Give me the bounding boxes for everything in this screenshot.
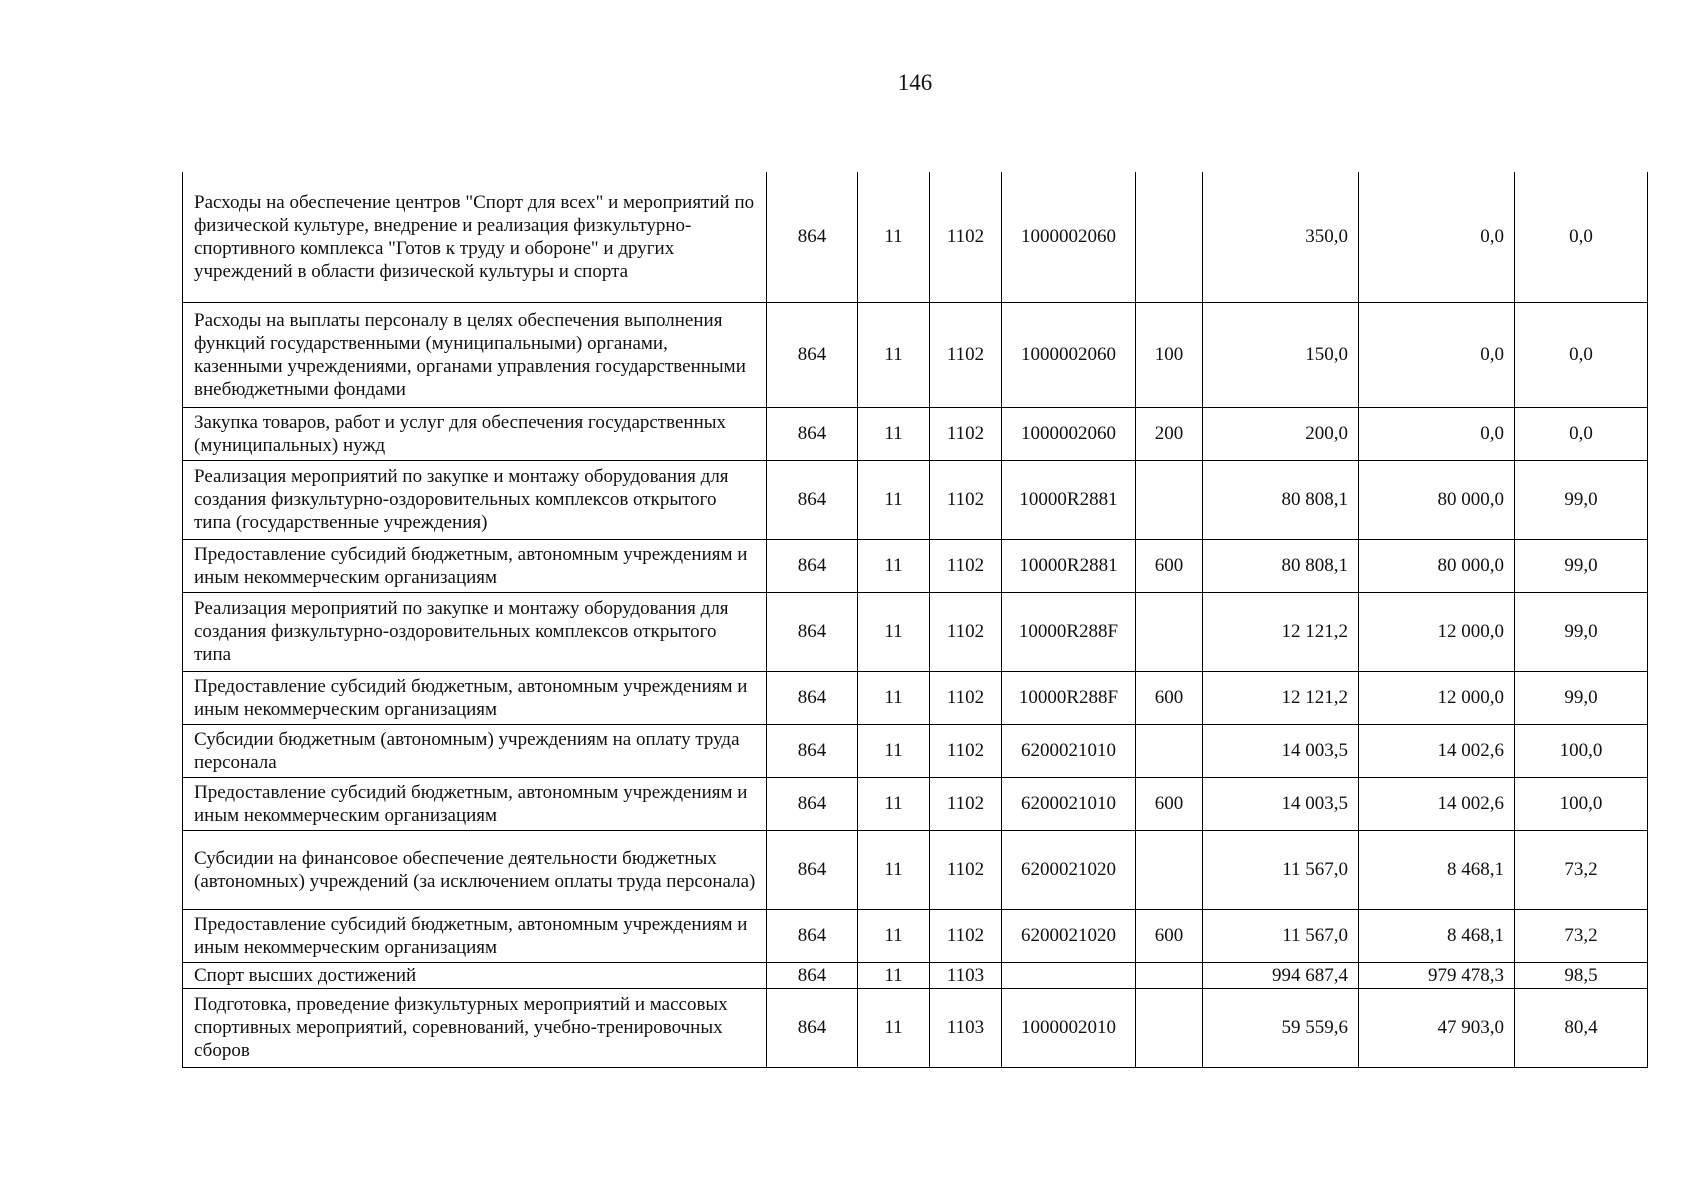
cell-target-article: 6200021010 bbox=[1002, 724, 1136, 777]
cell-expense-type bbox=[1136, 988, 1203, 1067]
cell-target-article: 6200021020 bbox=[1002, 830, 1136, 909]
cell-plan: 350,0 bbox=[1203, 172, 1359, 302]
cell-section: 11 bbox=[858, 539, 930, 592]
budget-table-container bbox=[182, 172, 1648, 1068]
row-description: Субсидии на финансовое обеспечение деятельности бюджетных (автономных) учреждений (за исключением оплаты труда персонала) bbox=[183, 830, 767, 909]
cell-subsection: 1102 bbox=[930, 302, 1002, 407]
cell-section: 11 bbox=[858, 962, 930, 988]
cell-expense-type bbox=[1136, 830, 1203, 909]
row-description: Предоставление субсидий бюджетным, автономным учреждениям и иным некоммерческим организациям bbox=[183, 909, 767, 962]
cell-grbs: 864 bbox=[767, 962, 858, 988]
cell-percent: 80,4 bbox=[1515, 988, 1648, 1067]
cell-expense-type bbox=[1136, 460, 1203, 539]
row-description: Спорт высших достижений bbox=[183, 962, 767, 988]
cell-expense-type: 600 bbox=[1136, 539, 1203, 592]
cell-percent: 99,0 bbox=[1515, 671, 1648, 724]
cell-expense-type: 600 bbox=[1136, 777, 1203, 830]
table-body bbox=[183, 172, 1648, 1067]
table-row bbox=[183, 830, 1648, 909]
table-row bbox=[183, 592, 1648, 671]
cell-percent: 100,0 bbox=[1515, 777, 1648, 830]
table-row bbox=[183, 724, 1648, 777]
cell-fact: 80 000,0 bbox=[1359, 460, 1515, 539]
cell-target-article: 1000002060 bbox=[1002, 172, 1136, 302]
table-row bbox=[183, 172, 1648, 302]
cell-section: 11 bbox=[858, 988, 930, 1067]
cell-section: 11 bbox=[858, 830, 930, 909]
cell-fact: 8 468,1 bbox=[1359, 909, 1515, 962]
row-description: Реализация мероприятий по закупке и монтажу оборудования для создания физкультурно-оздоровительных комплексов открытого типа (государственные учреждения) bbox=[183, 460, 767, 539]
cell-grbs: 864 bbox=[767, 460, 858, 539]
cell-subsection: 1102 bbox=[930, 539, 1002, 592]
cell-target-article: 6200021020 bbox=[1002, 909, 1136, 962]
cell-section: 11 bbox=[858, 460, 930, 539]
cell-grbs: 864 bbox=[767, 172, 858, 302]
cell-section: 11 bbox=[858, 592, 930, 671]
cell-grbs: 864 bbox=[767, 671, 858, 724]
cell-subsection: 1102 bbox=[930, 460, 1002, 539]
cell-grbs: 864 bbox=[767, 539, 858, 592]
cell-percent: 98,5 bbox=[1515, 962, 1648, 988]
cell-subsection: 1102 bbox=[930, 909, 1002, 962]
cell-expense-type: 100 bbox=[1136, 302, 1203, 407]
cell-plan: 12 121,2 bbox=[1203, 671, 1359, 724]
table-row bbox=[183, 539, 1648, 592]
cell-fact: 979 478,3 bbox=[1359, 962, 1515, 988]
cell-fact: 8 468,1 bbox=[1359, 830, 1515, 909]
cell-plan: 14 003,5 bbox=[1203, 777, 1359, 830]
cell-grbs: 864 bbox=[767, 988, 858, 1067]
cell-grbs: 864 bbox=[767, 407, 858, 460]
cell-target-article: 1000002010 bbox=[1002, 988, 1136, 1067]
cell-target-article bbox=[1002, 962, 1136, 988]
cell-subsection: 1102 bbox=[930, 830, 1002, 909]
table-row bbox=[183, 302, 1648, 407]
cell-percent: 0,0 bbox=[1515, 172, 1648, 302]
cell-section: 11 bbox=[858, 407, 930, 460]
cell-fact: 0,0 bbox=[1359, 407, 1515, 460]
table-row bbox=[183, 460, 1648, 539]
cell-target-article: 10000R2881 bbox=[1002, 539, 1136, 592]
cell-plan: 11 567,0 bbox=[1203, 830, 1359, 909]
cell-expense-type: 600 bbox=[1136, 909, 1203, 962]
table-row bbox=[183, 407, 1648, 460]
table-row bbox=[183, 988, 1648, 1067]
cell-expense-type: 600 bbox=[1136, 671, 1203, 724]
cell-section: 11 bbox=[858, 302, 930, 407]
cell-percent: 99,0 bbox=[1515, 460, 1648, 539]
cell-expense-type bbox=[1136, 172, 1203, 302]
cell-percent: 100,0 bbox=[1515, 724, 1648, 777]
cell-target-article: 1000002060 bbox=[1002, 302, 1136, 407]
row-description: Реализация мероприятий по закупке и монтажу оборудования для создания физкультурно-оздоровительных комплексов открытого типа bbox=[183, 592, 767, 671]
cell-plan: 200,0 bbox=[1203, 407, 1359, 460]
table-row bbox=[183, 962, 1648, 988]
cell-fact: 0,0 bbox=[1359, 172, 1515, 302]
cell-subsection: 1102 bbox=[930, 592, 1002, 671]
cell-plan: 150,0 bbox=[1203, 302, 1359, 407]
cell-plan: 994 687,4 bbox=[1203, 962, 1359, 988]
cell-subsection: 1102 bbox=[930, 407, 1002, 460]
cell-grbs: 864 bbox=[767, 592, 858, 671]
cell-grbs: 864 bbox=[767, 830, 858, 909]
cell-target-article: 10000R288F bbox=[1002, 592, 1136, 671]
row-description: Закупка товаров, работ и услуг для обеспечения государственных (муниципальных) нужд bbox=[183, 407, 767, 460]
cell-grbs: 864 bbox=[767, 777, 858, 830]
cell-fact: 47 903,0 bbox=[1359, 988, 1515, 1067]
cell-plan: 80 808,1 bbox=[1203, 460, 1359, 539]
cell-plan: 11 567,0 bbox=[1203, 909, 1359, 962]
cell-fact: 12 000,0 bbox=[1359, 592, 1515, 671]
cell-fact: 80 000,0 bbox=[1359, 539, 1515, 592]
cell-percent: 0,0 bbox=[1515, 302, 1648, 407]
cell-subsection: 1102 bbox=[930, 777, 1002, 830]
cell-plan: 80 808,1 bbox=[1203, 539, 1359, 592]
budget-table bbox=[182, 172, 1648, 1068]
row-description: Предоставление субсидий бюджетным, автономным учреждениям и иным некоммерческим организациям bbox=[183, 539, 767, 592]
cell-subsection: 1102 bbox=[930, 671, 1002, 724]
cell-target-article: 1000002060 bbox=[1002, 407, 1136, 460]
cell-subsection: 1102 bbox=[930, 172, 1002, 302]
cell-subsection: 1103 bbox=[930, 962, 1002, 988]
cell-percent: 73,2 bbox=[1515, 830, 1648, 909]
cell-grbs: 864 bbox=[767, 302, 858, 407]
row-description: Предоставление субсидий бюджетным, автономным учреждениям и иным некоммерческим организациям bbox=[183, 777, 767, 830]
cell-subsection: 1102 bbox=[930, 724, 1002, 777]
cell-plan: 59 559,6 bbox=[1203, 988, 1359, 1067]
cell-fact: 14 002,6 bbox=[1359, 724, 1515, 777]
cell-expense-type bbox=[1136, 962, 1203, 988]
cell-subsection: 1103 bbox=[930, 988, 1002, 1067]
row-description: Предоставление субсидий бюджетным, автономным учреждениям и иным некоммерческим организациям bbox=[183, 671, 767, 724]
row-description: Расходы на выплаты персоналу в целях обеспечения выполнения функций государственными (муниципальными) органами, казенными учреждениями, органами управления государственными внебюджетными фондами bbox=[183, 302, 767, 407]
cell-expense-type bbox=[1136, 592, 1203, 671]
cell-section: 11 bbox=[858, 172, 930, 302]
cell-fact: 14 002,6 bbox=[1359, 777, 1515, 830]
cell-section: 11 bbox=[858, 671, 930, 724]
cell-percent: 99,0 bbox=[1515, 539, 1648, 592]
cell-expense-type bbox=[1136, 724, 1203, 777]
cell-plan: 14 003,5 bbox=[1203, 724, 1359, 777]
page-number: 146 bbox=[897, 70, 933, 95]
cell-target-article: 10000R2881 bbox=[1002, 460, 1136, 539]
cell-target-article: 6200021010 bbox=[1002, 777, 1136, 830]
cell-percent: 99,0 bbox=[1515, 592, 1648, 671]
cell-plan: 12 121,2 bbox=[1203, 592, 1359, 671]
cell-fact: 12 000,0 bbox=[1359, 671, 1515, 724]
row-description: Подготовка, проведение физкультурных мероприятий и массовых спортивных мероприятий, соревнований, учебно-тренировочных сборов bbox=[183, 988, 767, 1067]
cell-target-article: 10000R288F bbox=[1002, 671, 1136, 724]
table-row bbox=[183, 671, 1648, 724]
row-description: Субсидии бюджетным (автономным) учреждениям на оплату труда персонала bbox=[183, 724, 767, 777]
cell-grbs: 864 bbox=[767, 909, 858, 962]
cell-percent: 0,0 bbox=[1515, 407, 1648, 460]
cell-fact: 0,0 bbox=[1359, 302, 1515, 407]
table-row bbox=[183, 909, 1648, 962]
cell-percent: 73,2 bbox=[1515, 909, 1648, 962]
row-description: Расходы на обеспечение центров "Спорт для всех" и мероприятий по физической культуре, внедрение и реализация физкультурно-спортивного комплекса "Готов к труду и обороне" и других учреждений в области физической культуры и спорта bbox=[183, 172, 767, 302]
table-row bbox=[183, 777, 1648, 830]
cell-section: 11 bbox=[858, 909, 930, 962]
cell-section: 11 bbox=[858, 777, 930, 830]
cell-grbs: 864 bbox=[767, 724, 858, 777]
cell-expense-type: 200 bbox=[1136, 407, 1203, 460]
cell-section: 11 bbox=[858, 724, 930, 777]
